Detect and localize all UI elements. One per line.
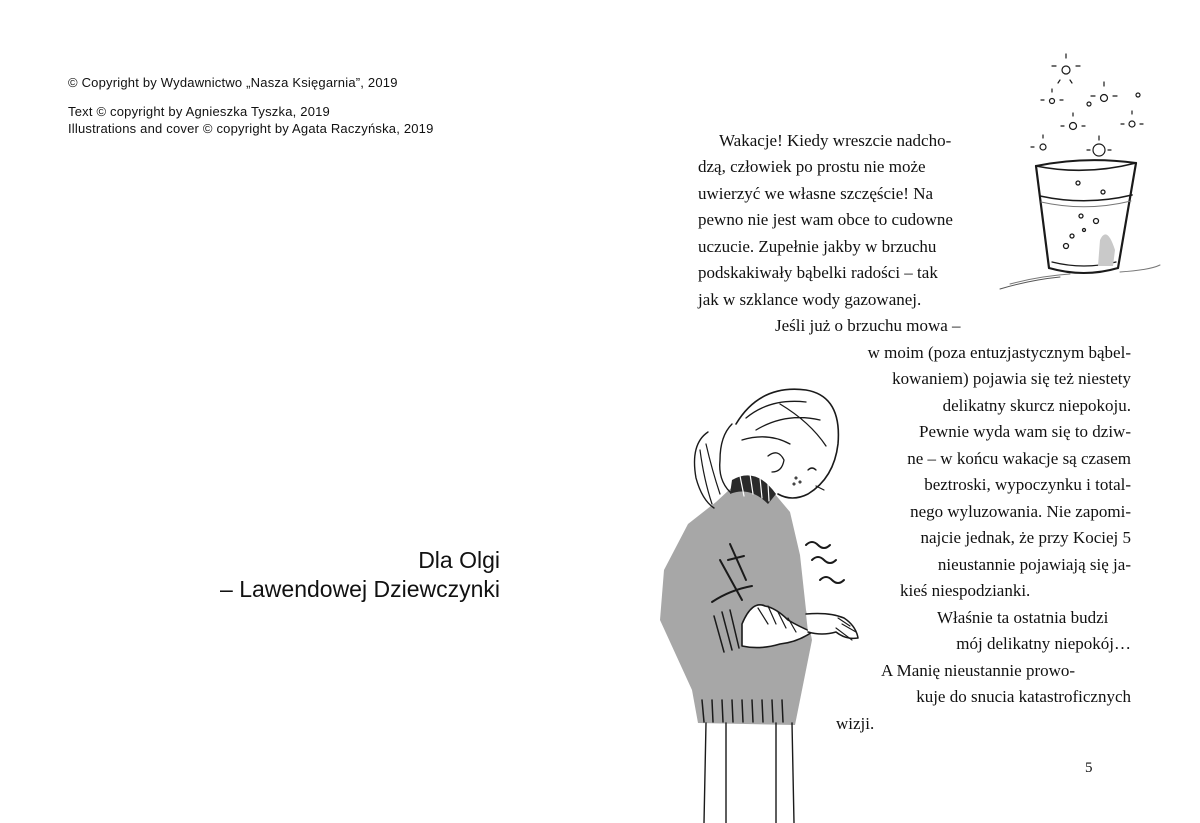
text-line-19: Właśnie ta ostatnia budzi: [937, 608, 1109, 627]
girl-holding-stomach-illustration: [660, 389, 858, 823]
text-line-16: najcie jednak, że przy Kociej 5: [920, 528, 1131, 547]
text-line-11: delikatny skurcz niepokoju.: [942, 396, 1131, 415]
text-line-3: uwierzyć we własne szczęście! Na: [698, 184, 934, 203]
text-line-21: A Manię nieustannie prowo-: [881, 661, 1076, 680]
copyright-publisher: © Copyright by Wydawnictwo „Nasza Księgarnia”, 2019: [68, 75, 398, 90]
text-line-22: kuje do snucia katastroficznych: [916, 687, 1131, 706]
copyright-illustrations: Illustrations and cover © copyright by Agata Raczyńska, 2019: [68, 121, 434, 136]
text-line-4: pewno nie jest wam obce to cudowne: [698, 210, 953, 229]
text-line-2: dzą, człowiek po prostu nie może: [698, 157, 926, 176]
text-line-9: w moim (poza entuzjastycznym bąbel-: [867, 343, 1131, 362]
text-line-6: podskakiwały bąbelki radości – tak: [698, 263, 938, 282]
page-number: 5: [1085, 760, 1093, 776]
text-line-1: Wakacje! Kiedy wreszcie nadcho-: [719, 131, 952, 150]
text-line-10: kowaniem) pojawia się też niestety: [892, 369, 1131, 388]
dedication-line-2: – Lawendowej Dziewczynki: [220, 576, 500, 602]
glass-of-sparkling-water-illustration: [1000, 54, 1160, 289]
text-line-20: mój delikatny niepokój…: [956, 634, 1131, 653]
copyright-text: Text © copyright by Agnieszka Tyszka, 2019: [68, 104, 330, 119]
dedication-line-1: Dla Olgi: [418, 547, 500, 573]
text-line-12: Pewnie wyda wam się to dziw-: [919, 422, 1131, 441]
text-line-18: kieś niespodzianki.: [900, 581, 1031, 600]
text-line-7: jak w szklance wody gazowanej.: [698, 290, 922, 309]
text-line-14: beztroski, wypoczynku i total-: [924, 475, 1131, 494]
text-line-15: nego wyluzowania. Nie zapomi-: [910, 502, 1131, 521]
text-line-23: wizji.: [836, 714, 875, 733]
text-line-13: ne – w końcu wakacje są czasem: [907, 449, 1131, 468]
text-line-17: nieustannie pojawiają się ja-: [937, 555, 1131, 574]
text-line-8: Jeśli już o brzuchu mowa –: [775, 316, 961, 335]
text-line-5: uczucie. Zupełnie jakby w brzuchu: [698, 237, 937, 256]
